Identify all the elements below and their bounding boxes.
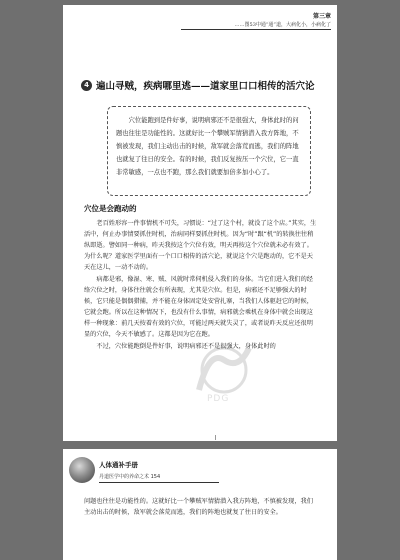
paragraph: 病都是邪，像湿、寒、贼、风就时常伺机侵入我们的身体。当它们进入我们的经络穴位之时，身体往往就会有所表现，尤其是穴位。但是，病邪还不足够强大的时候，它只能是偶偶猎捕，并不能在身体固定处安营扎寨，当我们人体驱赶它的时候，它就会跑。所以在这种情况下，也没有什么事情，病邪就会乘机在身体中就会出现这样一种现象：前几天按着有效的穴位，可能过两天就失灵了，或者说昨天反应还很明显的穴位，今天不敏感了。这都是因为它在跑。 bbox=[84, 276, 313, 338]
running-head-subtitle: 丹道医学中的养命之术 154 bbox=[99, 474, 161, 480]
watermark-text: PDG bbox=[207, 394, 230, 404]
summary-box bbox=[107, 106, 311, 196]
body-text bbox=[84, 496, 317, 518]
paragraph: 不过，穴位能跑倒是件好事，说明病邪还不是很强大，身体此时的 bbox=[96, 343, 276, 350]
paragraph: 老百姓形容一件事情机不可失，习惯说：“过了这个村，就没了这个店。”其实，生活中，何止办事情要抓住时机，治病同样要抓住时机。因为“时”跟“机”的转换往往稍纵即逝。譬如同一种病，昨天我按这个穴位有效，明天再按这个穴位就未必有效了。为什么呢？道家医学里面有一个口口相传的活穴论，就说这个穴是跑动的，它不是天天在这儿，一动不动的。 bbox=[84, 220, 317, 271]
running-head-rule bbox=[99, 482, 219, 483]
paragraph: 问题也往往是功能性的。这就好比一个攀贼军情猜潜入我方阵地，不慎被发现，我们主动出击的时候，敌军就会落荒而逃，我们的阵地也就复了往日的安全。 bbox=[84, 498, 313, 516]
subheading: 穴位是会跑动的 bbox=[84, 204, 137, 213]
watermark-seal bbox=[189, 340, 259, 420]
book-page-next bbox=[63, 449, 337, 560]
watermark-seal-icon bbox=[189, 340, 259, 400]
globe-icon bbox=[69, 457, 95, 483]
chapter-label: 第三章 bbox=[312, 13, 331, 20]
page-header bbox=[69, 457, 269, 487]
book-page-left bbox=[63, 5, 337, 441]
section-number-badge: 4 bbox=[81, 80, 92, 91]
folio-mark bbox=[215, 435, 216, 440]
body-text bbox=[84, 218, 317, 353]
running-head-subtitle: ……图53中通“通”道，大病化小，小病化了 bbox=[234, 22, 331, 28]
summary-text: 穴位能跑到是件好事，说明病邪还不是很强大，身体此时的问题也往往是功能性的。这就好比一个攀贼军情猜潜入我方阵地，不慎被发现，我们主动出击的时候，敌军就会落荒而逃，我们的阵地也就复了往日的安全。有的时候，我们反复按压一个穴位，它一直非常敏感，一点也不跑，那么我们就要加倍多加小心了。 bbox=[116, 117, 299, 176]
running-head-rule bbox=[181, 29, 331, 30]
book-title: 人体通补手册 bbox=[99, 461, 138, 469]
section-title bbox=[81, 77, 321, 93]
section-title-text: 遍山寻贼，疾病哪里逃——道家里口口相传的活穴论 bbox=[96, 81, 315, 92]
running-head bbox=[181, 11, 331, 28]
